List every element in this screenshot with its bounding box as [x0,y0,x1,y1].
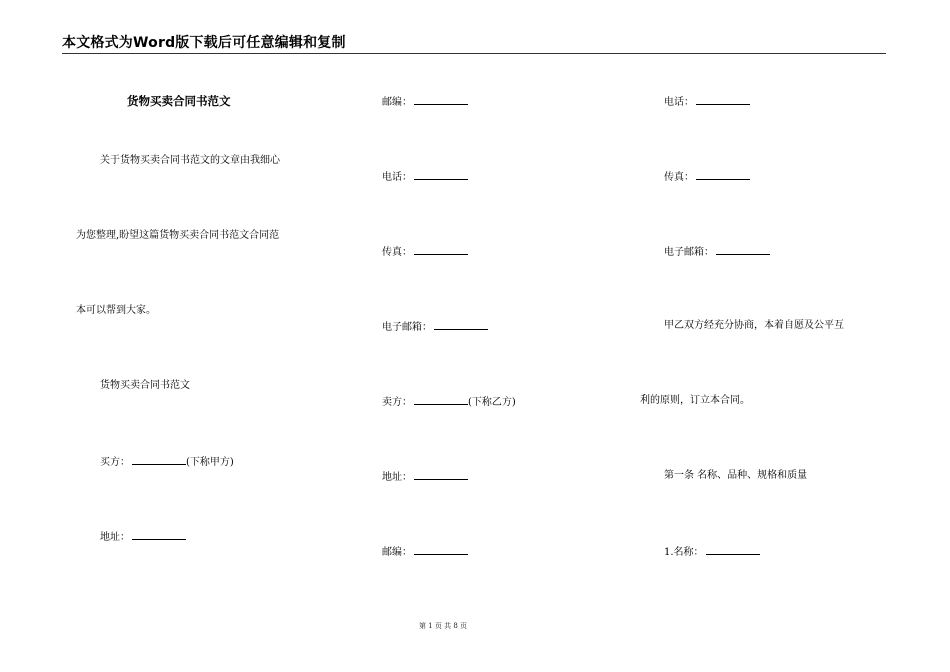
seller-address-label: 地址： [382,472,412,483]
buyer-phone-label: 电话： [382,172,412,183]
seller-address-blank [414,469,468,480]
buyer-address-field [100,529,186,545]
seller-phone-blank [696,94,750,105]
intro-line-2: 为您整理,盼望这篇货物买卖合同书范文合同范 [76,230,280,241]
seller-label: 卖方： [382,397,412,408]
seller-postcode-label: 邮编： [382,547,412,558]
agreement-line-2: 利的原则，订立本合同。 [640,395,750,406]
seller-field [382,394,516,410]
buyer-field [100,454,234,470]
buyer-postcode-field [382,94,468,110]
buyer-postcode-blank [414,94,468,105]
seller-phone-field [664,94,750,110]
seller-email-label: 电子邮箱： [664,247,714,258]
buyer-phone-blank [414,169,468,180]
buyer-phone-field [382,169,468,185]
seller-email-blank [716,244,770,255]
contract-subtitle: 货物买卖合同书范文 [100,380,190,391]
seller-address-field [382,469,468,485]
buyer-email-field [382,319,488,335]
buyer-address-label: 地址： [100,532,130,543]
buyer-email-blank [434,319,488,330]
seller-postcode-blank [414,544,468,555]
page-footer: 第 1 页 共 8 页 [418,622,468,630]
buyer-postcode-label: 邮编： [382,97,412,108]
buyer-label: 买方： [100,457,130,468]
seller-phone-label: 电话： [664,97,694,108]
buyer-email-label: 电子邮箱： [382,322,432,333]
document-title: 货物买卖合同书范文 [127,94,231,108]
article-1-heading: 第一条 名称、品种、规格和质量 [664,470,808,481]
item-name-blank [706,544,760,555]
seller-fax-label: 传真： [664,172,694,183]
buyer-blank [132,454,186,465]
intro-line-3: 本可以帮到大家。 [76,305,156,316]
seller-blank [414,394,468,405]
buyer-suffix: (下称甲方) [186,457,234,468]
item-name-field [664,544,760,560]
buyer-fax-field [382,244,468,260]
seller-postcode-field [382,544,468,560]
seller-email-field [664,244,770,260]
seller-fax-field [664,169,750,185]
buyer-address-blank [132,529,186,540]
document-banner: 本文格式为Word版下载后可任意编辑和复制 [62,34,886,54]
buyer-fax-blank [414,244,468,255]
buyer-fax-label: 传真： [382,247,412,258]
intro-line-1: 关于货物买卖合同书范文的文章由我细心 [100,155,280,166]
seller-suffix: (下称乙方) [468,397,516,408]
item-name-label: 1.名称： [664,547,704,558]
seller-fax-blank [696,169,750,180]
agreement-line-1: 甲乙双方经充分协商，本着自愿及公平互 [664,320,844,331]
